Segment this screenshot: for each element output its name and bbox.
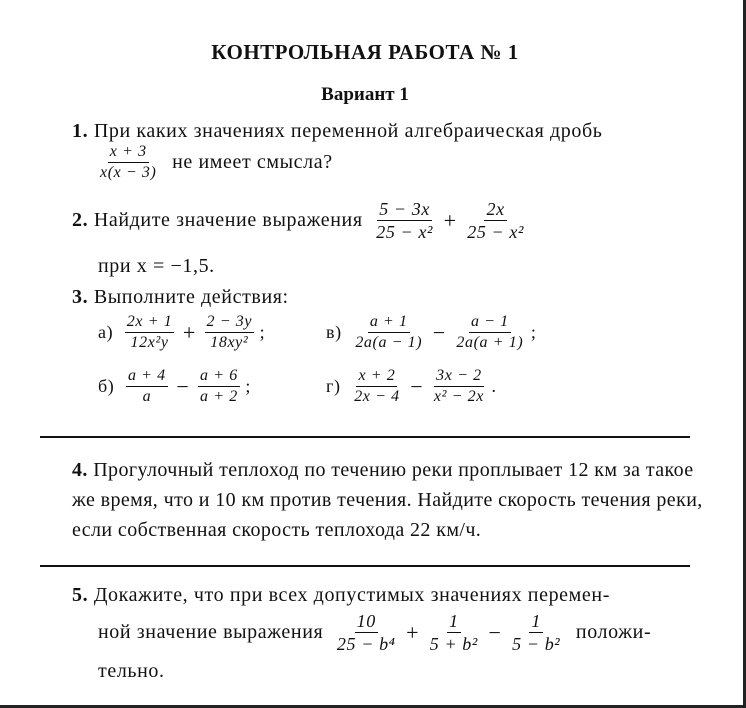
task3-line1	[72, 286, 289, 309]
fraction-denominator: 5 + b²	[429, 634, 478, 654]
task2-fraction-2	[465, 200, 526, 241]
item-fraction-1	[125, 314, 175, 351]
task2-tail: при x = −1,5.	[98, 255, 215, 277]
task5-operator-2: −	[488, 619, 502, 645]
item-label: г)	[326, 376, 341, 396]
task1-text: При каких значениях переменной алгебраическая дробь	[93, 120, 603, 142]
task1-tail: не имеет смысла?	[172, 151, 333, 173]
task5-number: 5.	[72, 584, 89, 606]
task3-item-g	[326, 368, 497, 405]
item-fraction-1	[352, 368, 402, 405]
item-operator: −	[410, 373, 424, 399]
task1-number: 1.	[72, 120, 89, 142]
fraction-denominator: a	[142, 388, 152, 405]
fraction-denominator: 2x − 4	[354, 388, 400, 405]
task5-line3: тельно.	[98, 660, 165, 682]
task1-line2	[98, 144, 333, 181]
item-fraction-2	[454, 314, 525, 351]
task2-number: 2.	[72, 209, 89, 231]
task5-text-line2: ной значение выражения	[98, 621, 324, 643]
fraction-numerator: 3x − 2	[434, 368, 484, 387]
fraction-numerator: a − 1	[469, 314, 511, 333]
item-fraction-2	[432, 368, 486, 405]
item-punctuation: ;	[530, 322, 537, 342]
fraction-denominator: x² − 2x	[433, 388, 484, 405]
task3-item-a	[98, 314, 265, 351]
fraction-numerator: 5 − 3x	[379, 199, 430, 219]
section-divider	[40, 565, 690, 567]
fraction-numerator: 2 − 3y	[205, 314, 255, 333]
task5-line2	[98, 612, 651, 653]
fraction-denominator: a + 2	[200, 388, 238, 405]
fraction-numerator: 2x	[486, 199, 505, 219]
task5-fraction-1	[335, 612, 398, 653]
page-title: КОНТРОЛЬНАЯ РАБОТА № 1	[211, 40, 519, 64]
fraction-numerator: 1	[449, 611, 459, 631]
fraction-numerator: 2x + 1	[125, 314, 175, 333]
task4-number: 4.	[72, 459, 88, 481]
item-punctuation: ;	[245, 376, 252, 396]
fraction-denominator: 25 − b⁴	[336, 634, 396, 654]
fraction-denominator: 25 − x²	[467, 222, 524, 242]
task5-line1	[72, 584, 610, 607]
fraction-denominator: 2a(a − 1)	[355, 334, 423, 351]
task5-fraction-2	[428, 612, 480, 653]
fraction-denominator: 12x²y	[130, 334, 169, 351]
item-fraction-2	[205, 314, 255, 351]
item-operator: +	[182, 319, 196, 345]
fraction-denominator: 5 − b²	[512, 634, 561, 654]
fraction-numerator: a + 4	[126, 368, 168, 387]
task5-text-line1: Докажите, что при всех допустимых значениях перемен-	[93, 584, 610, 606]
fraction-denominator: x(x − 3)	[100, 164, 157, 181]
item-punctuation: ;	[259, 322, 266, 342]
item-fraction-1	[353, 314, 424, 351]
task4-text: Прогулочный теплоход по течению реки проплывает 12 км за такое же время, что и 10 км против течения. Найдите скорость течения реки, если собственная скорость теплохода 22 км/ч.	[72, 459, 703, 541]
task5-tail: положи-	[575, 621, 652, 643]
task2-line1	[72, 200, 526, 241]
fraction-numerator: a + 1	[368, 314, 410, 333]
item-label: в)	[326, 322, 342, 342]
section-divider	[40, 436, 690, 438]
fraction-denominator: 18xy²	[210, 334, 249, 351]
task3-item-v	[326, 314, 536, 351]
item-fraction-1	[126, 368, 168, 405]
item-operator: −	[432, 319, 446, 345]
task3-text: Выполните действия:	[93, 286, 289, 308]
task3-item-b	[98, 368, 251, 405]
task2-fraction-1	[374, 200, 435, 241]
task3-number: 3.	[72, 286, 89, 308]
task5-fraction-3	[510, 612, 562, 653]
task4-paragraph	[72, 455, 712, 545]
task1-fraction	[98, 144, 158, 181]
item-label: б)	[98, 376, 115, 396]
task5-operator-1: +	[406, 619, 420, 645]
fraction-denominator: 2a(a + 1)	[456, 334, 524, 351]
task2-operator: +	[443, 207, 457, 233]
fraction-denominator: 25 − x²	[376, 222, 433, 242]
fraction-numerator: x + 2	[356, 368, 397, 387]
fraction-numerator: 1	[531, 611, 542, 631]
item-operator: −	[176, 373, 190, 399]
fraction-numerator: a + 6	[198, 368, 240, 387]
task1-line1	[72, 120, 602, 143]
fraction-numerator: 10	[356, 611, 376, 631]
task2-text: Найдите значение выражения	[93, 209, 363, 231]
item-fraction-2	[198, 368, 240, 405]
item-punctuation: .	[491, 376, 497, 396]
variant-label: Вариант 1	[321, 84, 409, 105]
item-label: а)	[98, 322, 114, 342]
fraction-numerator: x + 3	[108, 144, 149, 163]
